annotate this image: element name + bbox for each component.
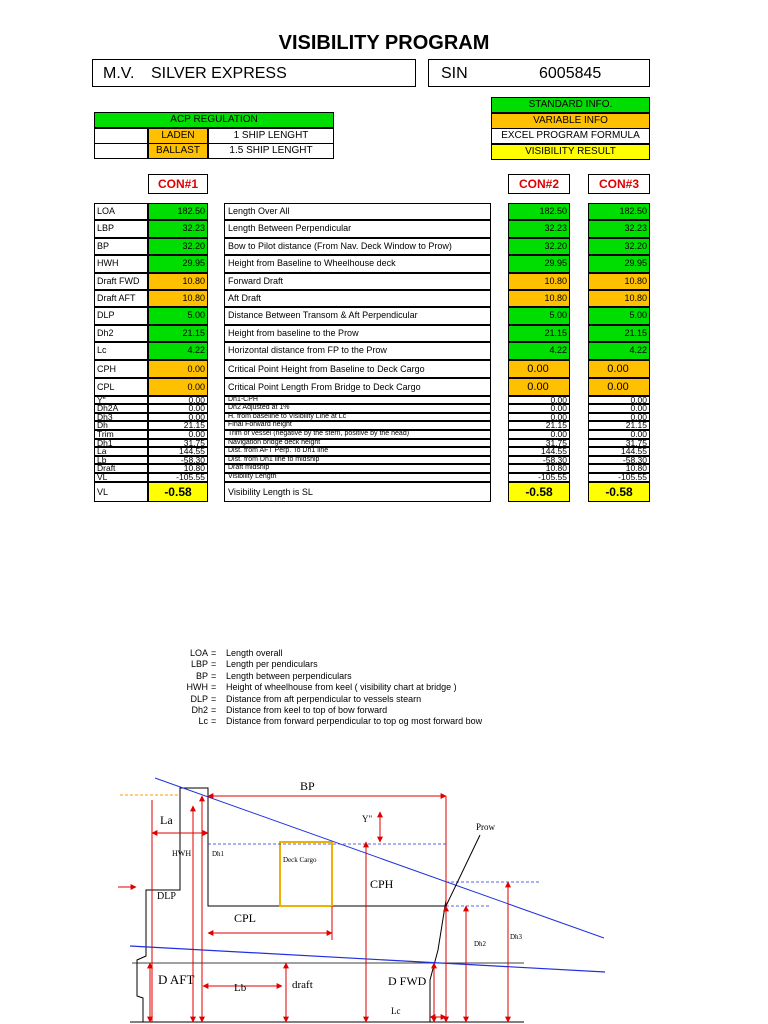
row-con1-value: 21.15 — [148, 421, 208, 430]
legend-item: STANDARD INFO. — [491, 97, 650, 113]
row-con3-value: 32.20 — [588, 238, 650, 255]
row-code: Draft — [94, 464, 148, 473]
row-code: Draft FWD — [94, 273, 148, 290]
page-title: VISIBILITY PROGRAM — [278, 32, 490, 54]
row-code: Dh2 — [94, 325, 148, 342]
row-con1-value: 29.95 — [148, 255, 208, 272]
sin-value: 6005845 — [539, 65, 602, 82]
row-code: Y" — [94, 396, 148, 405]
label-d-aft: D AFT — [158, 972, 195, 987]
row-con3-value: 0.00 — [588, 360, 650, 378]
row-code: Draft AFT — [94, 290, 148, 307]
label-prow: Prow — [476, 822, 496, 832]
glossary-code: LBP — [190, 659, 208, 670]
row-code: Dh — [94, 421, 148, 430]
label-dh1: Dh1 — [212, 850, 225, 858]
sin-box — [428, 59, 650, 87]
legend-item: VARIABLE INFO — [491, 113, 650, 129]
glossary-code: BP — [195, 670, 208, 681]
row-description: Dist. from Dh1 line to midship — [224, 456, 491, 465]
ballast-value: 1.5 SHIP LENGHT — [208, 143, 334, 159]
glossary-definition: Length overall — [226, 648, 283, 658]
row-description: Height from baseline to the Prow — [224, 325, 491, 342]
row-description: Visibility Length is SL — [224, 482, 491, 502]
row-con3-value: 0.00 — [588, 378, 650, 396]
row-description: Distance Between Transom & Aft Perpendicular — [224, 307, 491, 324]
row-con3-value: 31.75 — [588, 439, 650, 448]
row-con3-value: 29.95 — [588, 255, 650, 272]
row-con2-value: 5.00 — [508, 307, 570, 324]
row-con2-value: 32.20 — [508, 238, 570, 255]
row-code: LOA — [94, 203, 148, 220]
row-con1-value: 0.00 — [148, 378, 208, 396]
row-description: Final Forward height — [224, 421, 491, 430]
row-con3-value: -0.58 — [588, 482, 650, 502]
row-description: Forward Draft — [224, 273, 491, 290]
row-description: Critical Point Height from Baseline to Deck Cargo — [224, 360, 491, 378]
row-con2-value: 0.00 — [508, 378, 570, 396]
glossary-equals: = — [211, 670, 217, 681]
row-con3-value: 0.00 — [588, 396, 650, 405]
row-description: Height from Baseline to Wheelhouse deck — [224, 255, 491, 272]
row-code: Dh3 — [94, 413, 148, 422]
vessel-name-box — [92, 59, 416, 87]
row-con1-value: 32.23 — [148, 220, 208, 237]
row-description: H. from baseline to Visibility Line at Lc — [224, 413, 491, 422]
row-con1-value: 182.50 — [148, 203, 208, 220]
row-code: La — [94, 447, 148, 456]
row-con2-value: 0.00 — [508, 430, 570, 439]
row-con1-value: 0.00 — [148, 404, 208, 413]
row-con2-value: 21.15 — [508, 421, 570, 430]
row-con1-value: 5.00 — [148, 307, 208, 324]
laden-label: LADEN — [148, 128, 208, 144]
row-con2-value: 21.15 — [508, 325, 570, 342]
row-con3-value: 10.80 — [588, 290, 650, 307]
laden-spacer — [94, 128, 148, 144]
row-con1-value: -58.30 — [148, 456, 208, 465]
row-con1-value: 0.00 — [148, 396, 208, 405]
row-con3-value: 21.15 — [588, 325, 650, 342]
row-description: Dist. from AFT Perp. To Dh1 line — [224, 447, 491, 456]
glossary-definition: Length between perpendiculars — [226, 670, 352, 681]
label-y: Y" — [362, 814, 373, 824]
con3-header: CON#3 — [588, 174, 650, 194]
row-con2-value: 0.00 — [508, 413, 570, 422]
row-code: Lb — [94, 456, 148, 465]
row-con2-value: 32.23 — [508, 220, 570, 237]
glossary-equals: = — [211, 693, 217, 704]
label-dh2: Dh2 — [474, 940, 487, 948]
row-con2-value: 144.55 — [508, 447, 570, 456]
visibility-diagram — [0, 760, 768, 1024]
laden-value: 1 SHIP LENGHT — [208, 128, 334, 144]
row-code: CPH — [94, 360, 148, 378]
legend-item: VISIBILITY RESULT — [491, 144, 650, 160]
row-con2-value: 10.80 — [508, 273, 570, 290]
row-con2-value: -0.58 — [508, 482, 570, 502]
row-description: Dh2 Adjusted at 1% — [224, 404, 491, 413]
label-bp: BP — [300, 779, 315, 793]
sin-label: SIN — [441, 65, 468, 82]
deck-cargo — [280, 842, 332, 906]
glossary-code: LOA — [189, 648, 208, 658]
glossary-definition: Distance from forward perpendicular to top og most forward bow — [226, 716, 483, 727]
row-con2-value: 182.50 — [508, 203, 570, 220]
row-code: BP — [94, 238, 148, 255]
label-dlp: DLP — [157, 891, 176, 902]
row-con3-value: -105.55 — [588, 473, 650, 482]
con1-header: CON#1 — [148, 174, 208, 194]
label-hwh: HWH — [172, 849, 192, 858]
label-dh3: Dh3 — [510, 933, 523, 941]
row-con1-value: 144.55 — [148, 447, 208, 456]
label-lb: Lb — [234, 982, 247, 994]
row-code: VL — [94, 482, 148, 502]
label-cpl: CPL — [234, 911, 257, 925]
row-con2-value: 29.95 — [508, 255, 570, 272]
label-cph: CPH — [370, 877, 394, 891]
row-con3-value: 5.00 — [588, 307, 650, 324]
row-code: Trim — [94, 430, 148, 439]
trim-line — [130, 946, 605, 972]
row-con3-value: 0.00 — [588, 404, 650, 413]
row-code: Dh1 — [94, 439, 148, 448]
glossary-code: DLP — [190, 693, 208, 704]
row-con1-value: -105.55 — [148, 473, 208, 482]
row-con1-value: 0.00 — [148, 360, 208, 378]
row-con1-value: 0.00 — [148, 430, 208, 439]
row-con2-value: -58.30 — [508, 456, 570, 465]
row-con3-value: 10.80 — [588, 273, 650, 290]
row-con2-value: 4.22 — [508, 342, 570, 359]
row-description: Draft midship — [224, 464, 491, 473]
row-description: Critical Point Length From Bridge to Deck Cargo — [224, 378, 491, 396]
row-code: CPL — [94, 378, 148, 396]
row-con1-value: 10.80 — [148, 273, 208, 290]
row-code: LBP — [94, 220, 148, 237]
vessel-name: SILVER EXPRESS — [151, 65, 287, 82]
row-con2-value: 10.80 — [508, 464, 570, 473]
row-con1-value: -0.58 — [148, 482, 208, 502]
row-con3-value: 144.55 — [588, 447, 650, 456]
glossary-definition: Distance from keel to top of bow forward — [226, 705, 388, 715]
glossary-equals: = — [211, 705, 217, 715]
row-con3-value: -58.30 — [588, 456, 650, 465]
con2-header: CON#2 — [508, 174, 570, 194]
label-deck-cargo: Deck Cargo — [283, 856, 317, 864]
ballast-spacer — [94, 143, 148, 159]
glossary-equals: = — [211, 659, 217, 670]
row-description: Length Over All — [224, 203, 491, 220]
row-con3-value: 182.50 — [588, 203, 650, 220]
glossary-code: HWH — [186, 682, 208, 693]
row-description: Visibility Length — [224, 473, 491, 482]
row-description: Bow to Pilot distance (From Nav. Deck Window to Prow) — [224, 238, 491, 255]
row-description: Length Between Perpendicular — [224, 220, 491, 237]
row-con1-value: 0.00 — [148, 413, 208, 422]
glossary-equals: = — [211, 682, 217, 693]
row-con3-value: 32.23 — [588, 220, 650, 237]
glossary-equals: = — [211, 716, 217, 727]
row-con1-value: 10.80 — [148, 290, 208, 307]
glossary-definition: Length per pendiculars — [226, 659, 318, 670]
row-code: Dh2A — [94, 404, 148, 413]
acp-regulation-title: ACP REGULATION — [94, 112, 334, 128]
row-con1-value: 32.20 — [148, 238, 208, 255]
row-con2-value: 0.00 — [508, 360, 570, 378]
row-con3-value: 4.22 — [588, 342, 650, 359]
label-la: La — [160, 813, 173, 827]
row-description: Trim of vessel (negative by the stern, positive by the head) — [224, 430, 491, 439]
vessel-prefix: M.V. — [103, 65, 135, 82]
row-con1-value: 31.75 — [148, 439, 208, 448]
row-con2-value: 0.00 — [508, 404, 570, 413]
row-con3-value: 0.00 — [588, 413, 650, 422]
row-description: Horizontal distance from FP to the Prow — [224, 342, 491, 359]
glossary-equals: = — [211, 648, 217, 658]
row-code: HWH — [94, 255, 148, 272]
row-code: Lc — [94, 342, 148, 359]
glossary-code: Dh2 — [191, 705, 208, 715]
row-con2-value: 31.75 — [508, 439, 570, 448]
legend-item: EXCEL PROGRAM FORMULA — [491, 128, 650, 144]
visibility-line — [155, 778, 604, 938]
row-code: VL — [94, 473, 148, 482]
row-con3-value: 10.80 — [588, 464, 650, 473]
label-lc: Lc — [391, 1006, 401, 1016]
row-con1-value: 21.15 — [148, 325, 208, 342]
glossary-definition: Height of wheelhouse from keel ( visibility chart at bridge ) — [226, 682, 457, 693]
row-description: Dh1-CPH — [224, 396, 491, 405]
label-d-fwd: D FWD — [388, 974, 427, 988]
row-con2-value: 10.80 — [508, 290, 570, 307]
row-con2-value: 0.00 — [508, 396, 570, 405]
row-con2-value: -105.55 — [508, 473, 570, 482]
row-con3-value: 0.00 — [588, 430, 650, 439]
row-con1-value: 4.22 — [148, 342, 208, 359]
glossary-code: Lc — [198, 716, 208, 727]
ballast-label: BALLAST — [148, 143, 208, 159]
row-code: DLP — [94, 307, 148, 324]
row-con1-value: 10.80 — [148, 464, 208, 473]
label-draft: draft — [292, 979, 313, 991]
row-description: Navigation bridge deck height — [224, 439, 491, 448]
row-con3-value: 21.15 — [588, 421, 650, 430]
row-description: Aft Draft — [224, 290, 491, 307]
glossary-definition: Distance from aft perpendicular to vessels stearn — [226, 693, 422, 704]
